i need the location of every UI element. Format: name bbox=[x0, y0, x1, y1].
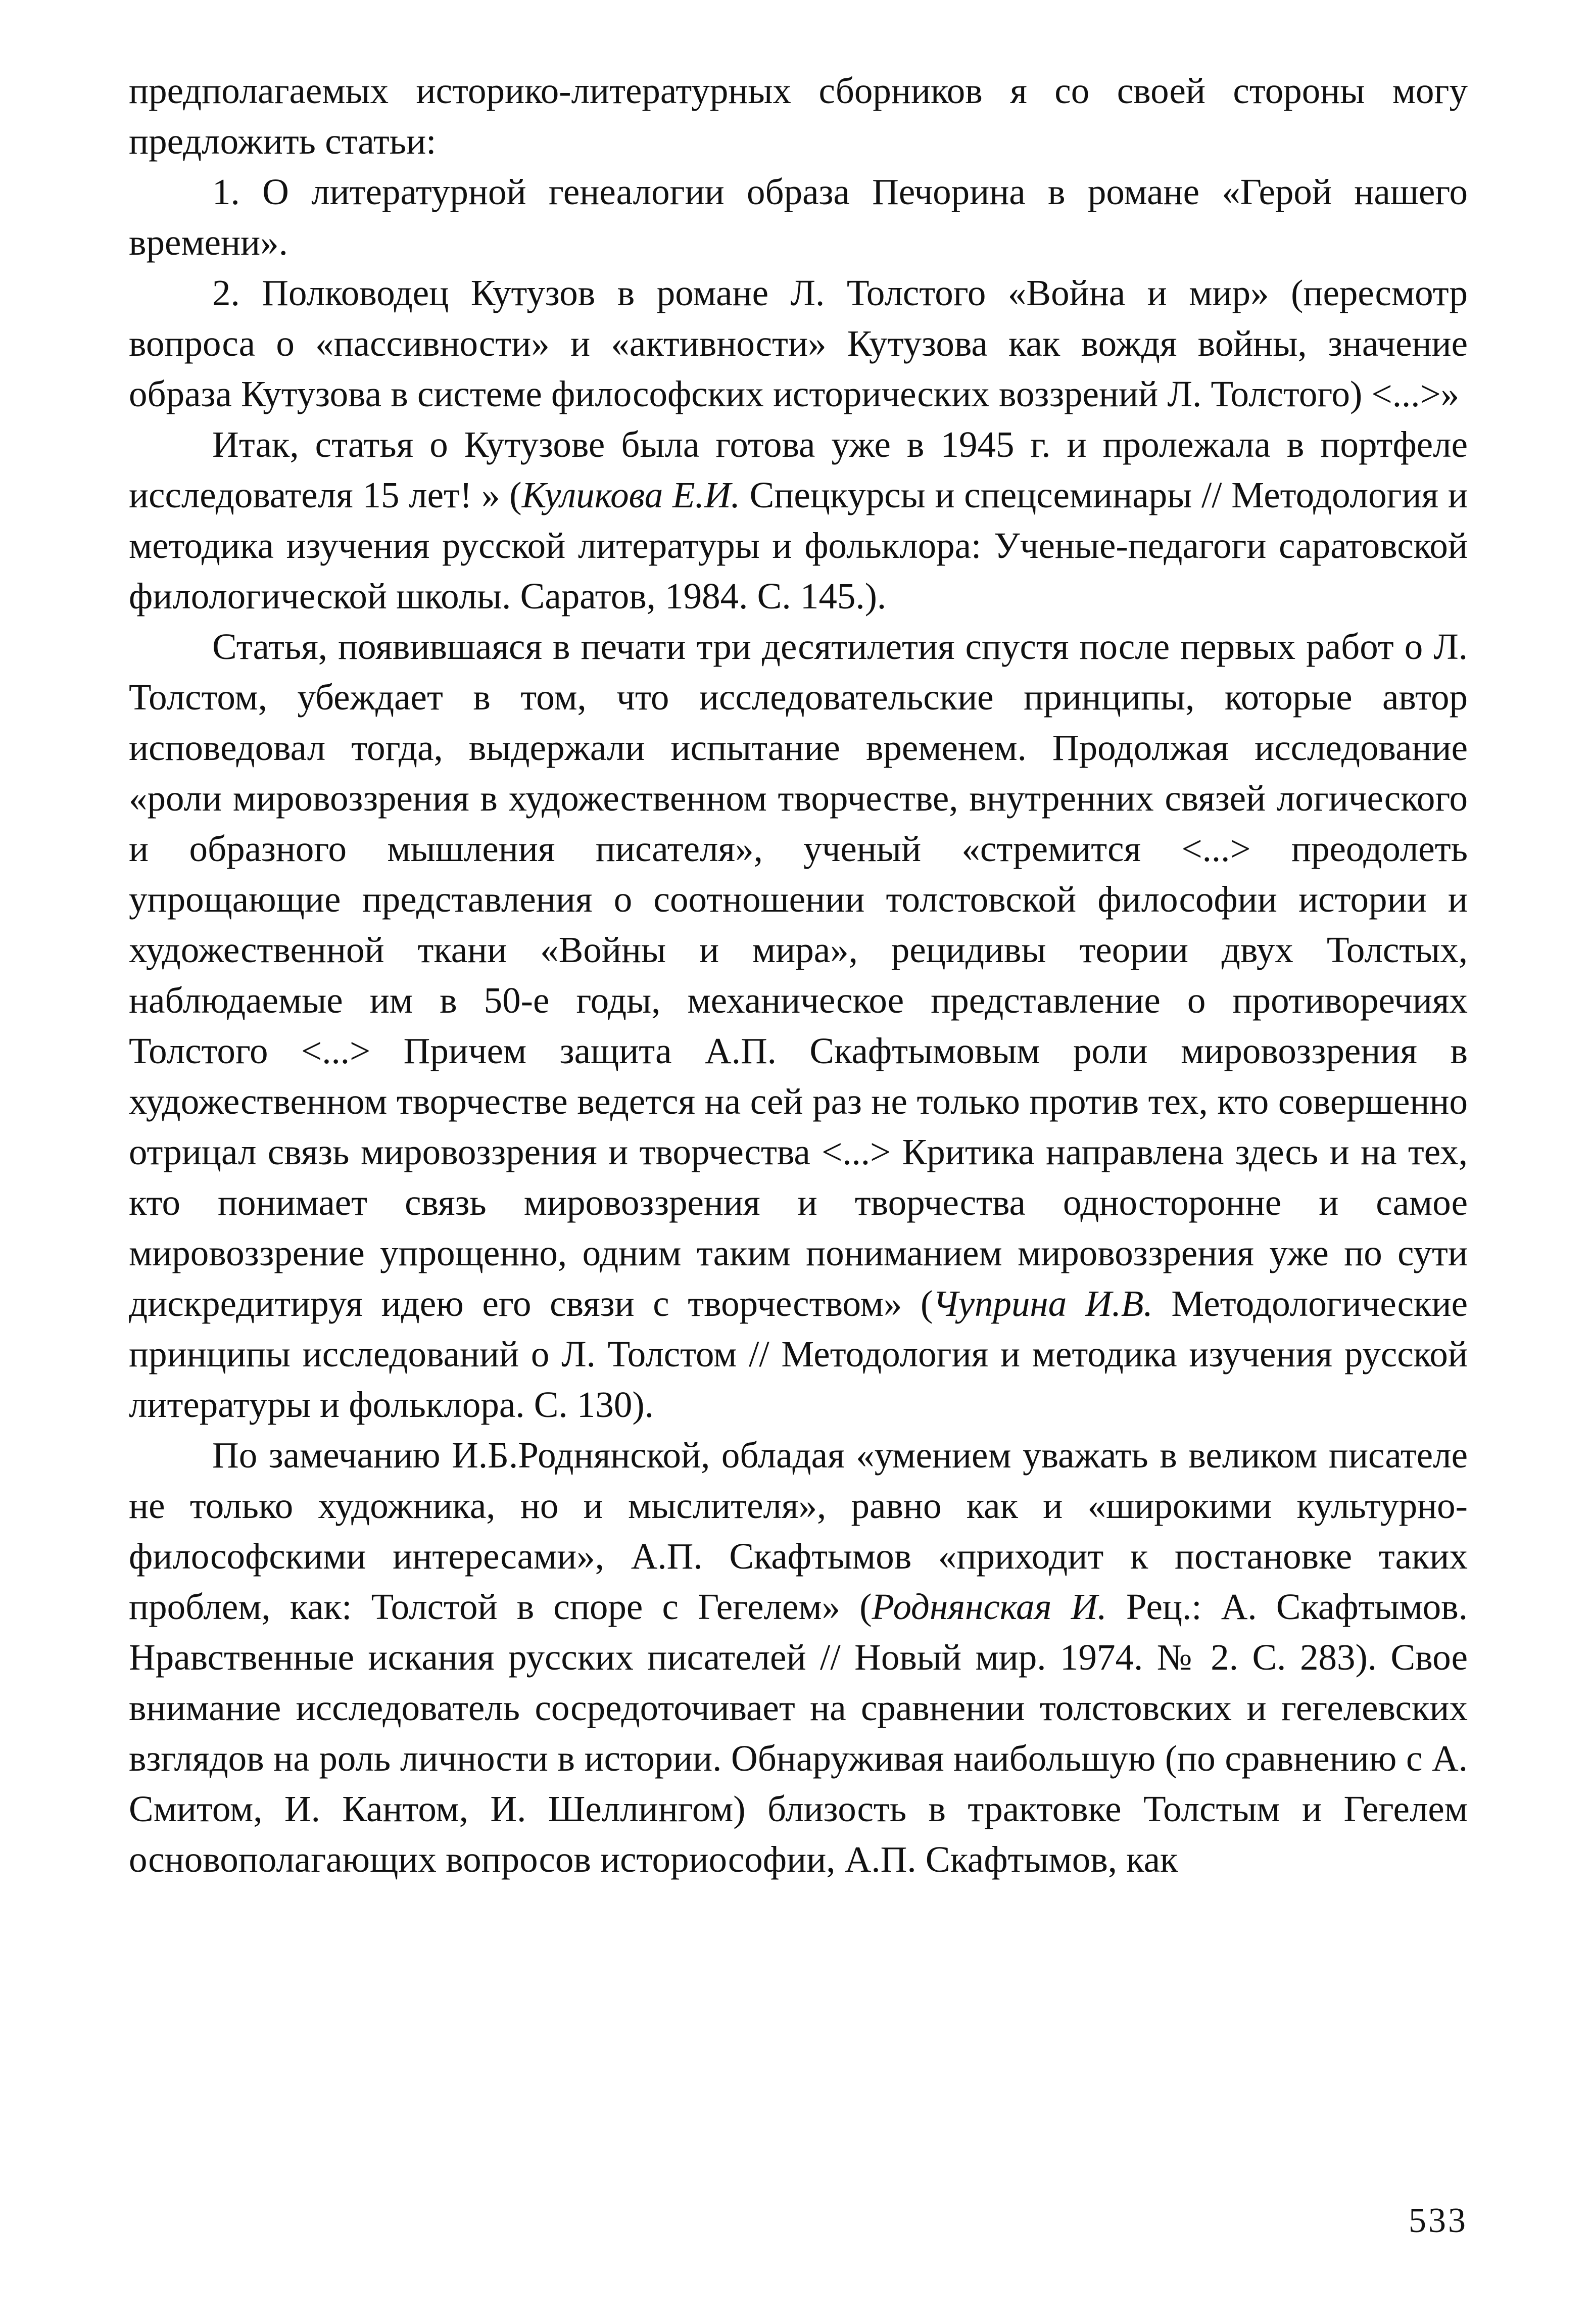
paragraph-p1 bbox=[129, 66, 1468, 167]
paragraph-p5 bbox=[129, 622, 1468, 1430]
text-run: Рец.: А. Скафтымов. Нравственные искания русских писателей // Новый мир. 1974. № 2. С. 283). Свое внимание исследователь сосредоточивает на сравнении толстовских и гегелевских взглядов на роль личности в истории. Обнаруживая наибольшую (по сравнению с А. Смитом, И. Кантом, И. Шеллингом) близость в трактовке Толстым и Гегелем основополагающих вопросов историософии, А.П. Скафтымов, как bbox=[129, 1586, 1468, 1880]
body-text bbox=[129, 66, 1468, 1885]
text-run: Методологические принципы исследований о Л. Толстом // Методология и методика изучения русской литературы и фольклора. С. 130). bbox=[129, 1283, 1468, 1425]
text-run: Статья, появившаяся в печати три десятилетия спустя после первых работ о Л. Толстом, убеждает в том, что исследовательские принципы, которые автор исповедовал тогда, выдержали испытание временем. Продолжая исследование «роли мировоззрения в художественном творчестве, внутренних связей логического и образного мышления писателя», ученый «стремится <...> преодолеть упрощающие представления о соотношении толстовской философии истории и художественной ткани «Войны и мира», рецидивы теории двух Толстых, наблюдаемые им в 50-е годы, механическое представление о противоречиях Толстого <...> Причем защита А.П. Скафтымовым роли мировоззрения в художественном творчестве ведется на сей раз не только против тех, кто совершенно отрицал связь мировоззрения и творчества <...> Критика направлена здесь и на тех, кто понимает связь мировоззрения и творчества односторонне и самое мировоззрение упрощенно, одним таким пониманием мировоззрения уже по сути дискредитируя идею его связи с творчеством» ( bbox=[129, 626, 1468, 1324]
paragraph-p4 bbox=[129, 419, 1468, 622]
paragraph-p3 bbox=[129, 268, 1468, 419]
paragraph-p2 bbox=[129, 167, 1468, 268]
citation-author: Роднянская И. bbox=[872, 1586, 1107, 1627]
text-run: 2. Полководец Кутузов в романе Л. Толстого «Война и мир» (пересмотр вопроса о «пассивности» и «активности» Кутузова как вождя войны, значение образа Кутузова в системе философских исторических воззрений Л. Толстого) <...>» bbox=[129, 272, 1468, 414]
document-page bbox=[129, 66, 1468, 2254]
paragraph-p6 bbox=[129, 1430, 1468, 1885]
text-run: По замечанию И.Б.Роднянской, обладая «умением уважать в великом писателе не только художника, но и мыслителя», равно как и «широкими культурно-философскими интересами», А.П. Скафтымов «приходит к постановке таких проблем, как: Толстой в споре с Гегелем» ( bbox=[129, 1435, 1468, 1627]
page-number: 533 bbox=[1409, 2201, 1468, 2240]
text-run: Итак, статья о Кутузове была готова уже в 1945 г. и пролежала в портфеле исследователя 15 лет! » ( bbox=[129, 424, 1468, 515]
text-run: Спецкурсы и спецсеминары // Методология и методика изучения русской литературы и фольклора: Ученые-педагоги саратовской филологической школы. Саратов, 1984. С. 145.). bbox=[129, 475, 1468, 616]
text-run: предполагаемых историко-литературных сборников я со своей стороны могу предложить статьи: bbox=[129, 70, 1468, 162]
citation-author: Чуприна И.В. bbox=[933, 1283, 1153, 1324]
citation-author: Куликова Е.И. bbox=[521, 475, 740, 515]
text-run: 1. О литературной генеалогии образа Печорина в романе «Герой нашего времени». bbox=[129, 171, 1468, 263]
